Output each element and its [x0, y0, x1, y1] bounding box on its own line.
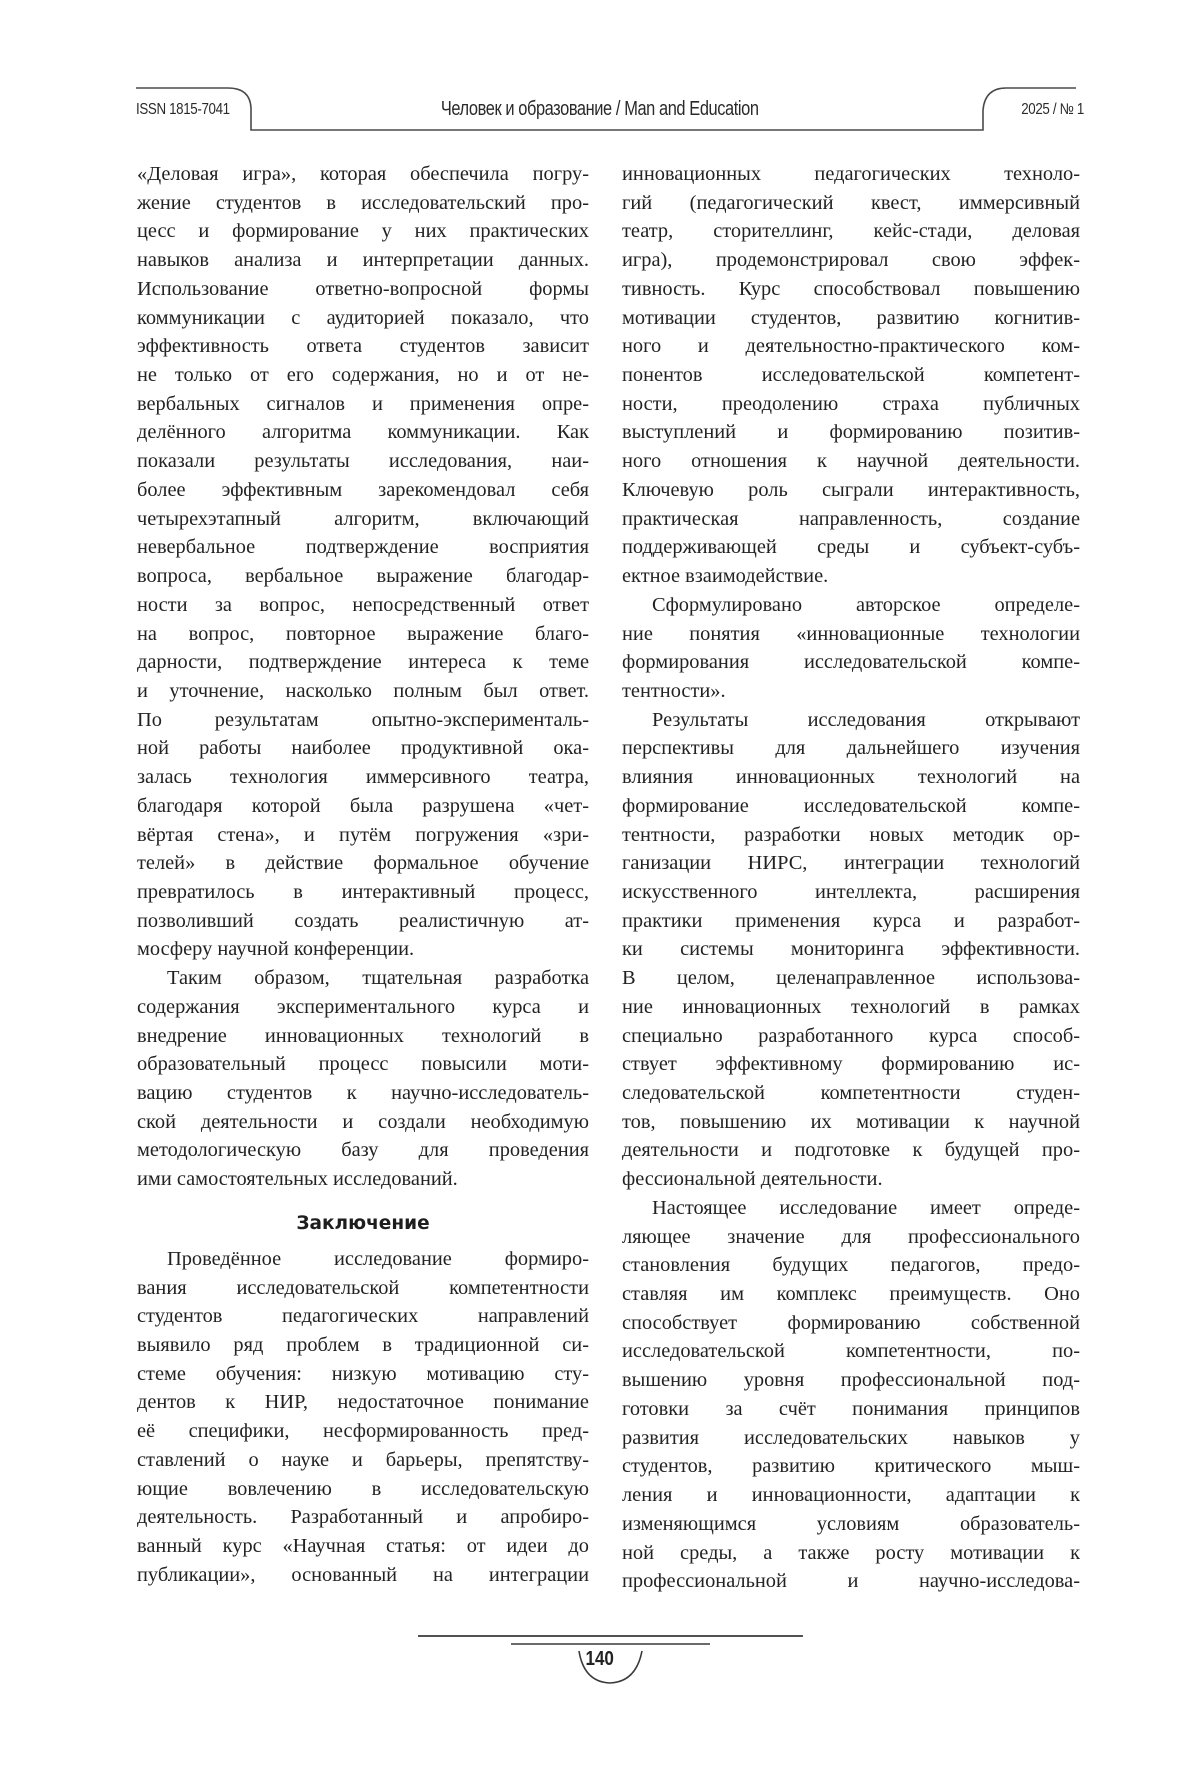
text-line: внедрение инновационных технологий в — [137, 1024, 589, 1047]
text-line: вёртая стена», и путём погружения «зри- — [137, 823, 589, 846]
text-line: формирования исследовательской компе- — [622, 651, 1080, 674]
text-line: «Деловая игра», которая обеспечила погру- — [137, 163, 589, 185]
paragraph — [622, 706, 1080, 1194]
text-line: эффективность ответа студентов зависит — [137, 335, 589, 358]
text-line: благодаря которой была разрушена «чет- — [137, 794, 589, 817]
text-line: ние инновационных технологий в рамках — [622, 995, 1080, 1018]
left-column — [137, 160, 589, 1590]
paragraph — [137, 964, 589, 1194]
text-line: более эффективным зарекомендовал себя — [137, 478, 589, 501]
text-line: студентов, развитию критического мыш- — [622, 1455, 1080, 1478]
text-line: ной среды, а также росту мотивации к — [622, 1541, 1080, 1564]
text-line: Результаты исследования открывают — [652, 708, 1080, 731]
paragraph — [622, 1194, 1080, 1596]
text-line: ставляя им комплекс преимуществ. Оно — [622, 1283, 1080, 1306]
page-number — [560, 1648, 640, 1671]
text-line: ской деятельности и создали необходимую — [137, 1110, 589, 1133]
text-line: изменяющимся условиям образователь- — [622, 1512, 1080, 1535]
text-line: профессиональной и научно-исследова- — [622, 1570, 1080, 1593]
text-line: не только от его содержания, но и от не- — [137, 364, 589, 387]
text-line: тентности, разработки новых методик ор- — [622, 823, 1080, 846]
text-line: коммуникации с аудиторией показало, что — [137, 306, 589, 329]
text-line: ки системы мониторинга эффективности. — [622, 938, 1080, 961]
text-line: ности за вопрос, непосредственный ответ — [137, 593, 589, 616]
text-line: дентов к НИР, недостаточное понимание — [137, 1391, 589, 1414]
text-line: становления будущих педагогов, предо- — [622, 1254, 1080, 1277]
text-line: ванный курс «Научная статья: от идеи до — [137, 1535, 589, 1558]
text-line: вания исследовательской компетентности — [137, 1276, 589, 1299]
text-line: понентов исследовательской компетент- — [622, 364, 1080, 387]
text-line: ими самостоятельных исследований. — [137, 1168, 458, 1191]
text-line: жение студентов в исследовательский про- — [137, 191, 589, 214]
text-line: ного отношения к научной деятельности. — [622, 450, 1080, 473]
text-line: Проведённое исследование формиро- — [167, 1247, 589, 1270]
text-line: способствует формированию собственной — [622, 1311, 1080, 1334]
text-line: вышению уровня профессиональной под- — [622, 1369, 1080, 1392]
text-line: ектное взаимодействие. — [622, 565, 829, 588]
journal-title — [0, 98, 1200, 121]
text-line: следовательской компетентности студен- — [622, 1082, 1080, 1104]
text-line: и уточнение, насколько полным был ответ. — [137, 679, 589, 702]
text-line: мосферу научной конференции. — [137, 938, 415, 961]
text-line: фессиональной деятельности. — [622, 1168, 883, 1191]
text-line: В целом, целенаправленное использова- — [622, 967, 1080, 990]
text-line: невербальное подтверждение восприятия — [137, 536, 589, 559]
text-line: формирование исследовательской компе- — [622, 794, 1080, 817]
text-line: её специфики, несформированность пред- — [137, 1420, 589, 1443]
text-line: позволивший создать реалистичную ат- — [137, 909, 589, 932]
paragraph — [137, 160, 589, 964]
text-line: практическая направленность, создание — [622, 507, 1080, 530]
page-number-text: 140 — [585, 1648, 615, 1670]
text-line: инновационных педагогических техноло- — [622, 163, 1080, 185]
text-line: ставлений о науке и барьеры, препятству- — [137, 1448, 589, 1471]
text-line: ляющее значение для профессионального — [622, 1225, 1080, 1248]
text-line: влияния инновационных технологий на — [622, 766, 1080, 789]
text-line: ганизации НИРС, интеграции технологий — [622, 852, 1080, 875]
text-line: выявило ряд проблем в традиционной си- — [137, 1334, 589, 1357]
text-line: публикации», основанный на интеграции — [137, 1563, 589, 1586]
text-line: ной работы наиболее продуктивной ока- — [137, 737, 589, 760]
issn-label: ISSN 1815-7041 — [136, 101, 230, 118]
text-line: вопроса, вербальное выражение благодар- — [137, 565, 589, 588]
text-line: ющие вовлечению в исследовательскую — [137, 1477, 589, 1500]
text-line: ствует эффективному формированию ис- — [622, 1053, 1080, 1076]
text-line: деятельности и подготовке к будущей про- — [622, 1139, 1080, 1162]
text-line: мотивации студентов, развитию когнитив- — [622, 306, 1080, 329]
text-line: навыков анализа и интерпретации данных. — [137, 249, 589, 272]
text-line: дарности, подтверждение интереса к теме — [137, 651, 589, 674]
text-line: театр, сторителлинг, кейс-стади, деловая — [622, 220, 1080, 243]
text-line: Ключевую роль сыграли интерактивность, — [622, 478, 1080, 501]
paragraph — [137, 1245, 589, 1590]
text-line: развития исследовательских навыков у — [622, 1426, 1080, 1449]
text-line: игра), продемонстрировал свою эффек- — [622, 249, 1080, 272]
text-line: Таким образом, тщательная разработка — [167, 967, 589, 990]
text-line: залась технология иммерсивного театра, — [137, 766, 589, 789]
text-line: ного и деятельностно-практического ком- — [622, 335, 1080, 358]
text-line: ности, преодолению страха публичных — [622, 392, 1080, 415]
paragraph — [622, 160, 1080, 591]
text-line: деятельность. Разработанный и апробиро- — [137, 1506, 589, 1529]
paragraph — [622, 591, 1080, 706]
text-line: гий (педагогический квест, иммерсивный — [622, 191, 1080, 214]
text-line: делённого алгоритма коммуникации. Как — [137, 421, 589, 444]
text-line: искусственного интеллекта, расширения — [622, 880, 1080, 903]
text-line: практики применения курса и разработ- — [622, 909, 1080, 932]
text-line: цесс и формирование у них практических — [137, 220, 589, 243]
text-line: телей» в действие формальное обучение — [137, 852, 589, 875]
text-line: тентности». — [622, 679, 726, 702]
text-line: содержания экспериментального курса и — [137, 995, 589, 1018]
text-line: исследовательской компетентности, по- — [622, 1340, 1080, 1363]
issue-label: 2025 / № 1 — [1021, 101, 1084, 118]
text-line: ления и инновационности, адаптации к — [622, 1484, 1080, 1507]
text-line: превратилось в интерактивный процесс, — [137, 880, 589, 903]
text-line: четырехэтапный алгоритм, включающий — [137, 507, 589, 530]
text-line: По результатам опытно-эксперименталь- — [137, 708, 589, 731]
text-line: вербальных сигналов и применения опре- — [137, 392, 589, 415]
text-line: образовательный процесс повысили моти- — [137, 1053, 589, 1076]
text-line: студентов педагогических направлений — [137, 1305, 589, 1328]
text-line: поддерживающей среды и субъект-субъ- — [622, 536, 1080, 559]
text-line: стеме обучения: низкую мотивацию сту- — [137, 1362, 589, 1385]
text-line: специально разработанного курса способ- — [622, 1024, 1080, 1047]
journal-title-text: Человек и образование / Man and Education — [441, 98, 759, 120]
text-line: методологическую базу для проведения — [137, 1139, 589, 1162]
text-line: Сформулировано авторское определе- — [652, 593, 1080, 616]
text-line: перспективы для дальнейшего изучения — [622, 737, 1080, 760]
text-line: показали результаты исследования, наи- — [137, 450, 589, 473]
text-line: Использование ответно-вопросной формы — [137, 277, 589, 300]
text-line: тов, повышению их мотивации к научной — [622, 1110, 1080, 1133]
text-line: ние понятия «инновационные технологии — [622, 622, 1080, 645]
text-line: выступлений и формированию позитив- — [622, 421, 1080, 444]
text-line: на вопрос, повторное выражение благо- — [137, 622, 589, 645]
text-line: Настоящее исследование имеет опреде- — [652, 1196, 1080, 1219]
section-heading-conclusion: Заключение — [296, 1212, 430, 1234]
text-line: вацию студентов к научно-исследователь- — [137, 1082, 589, 1104]
right-column — [622, 160, 1080, 1596]
text-line: готовки за счёт понимания принципов — [622, 1397, 1080, 1420]
text-line: тивность. Курс способствовал повышению — [622, 277, 1080, 300]
